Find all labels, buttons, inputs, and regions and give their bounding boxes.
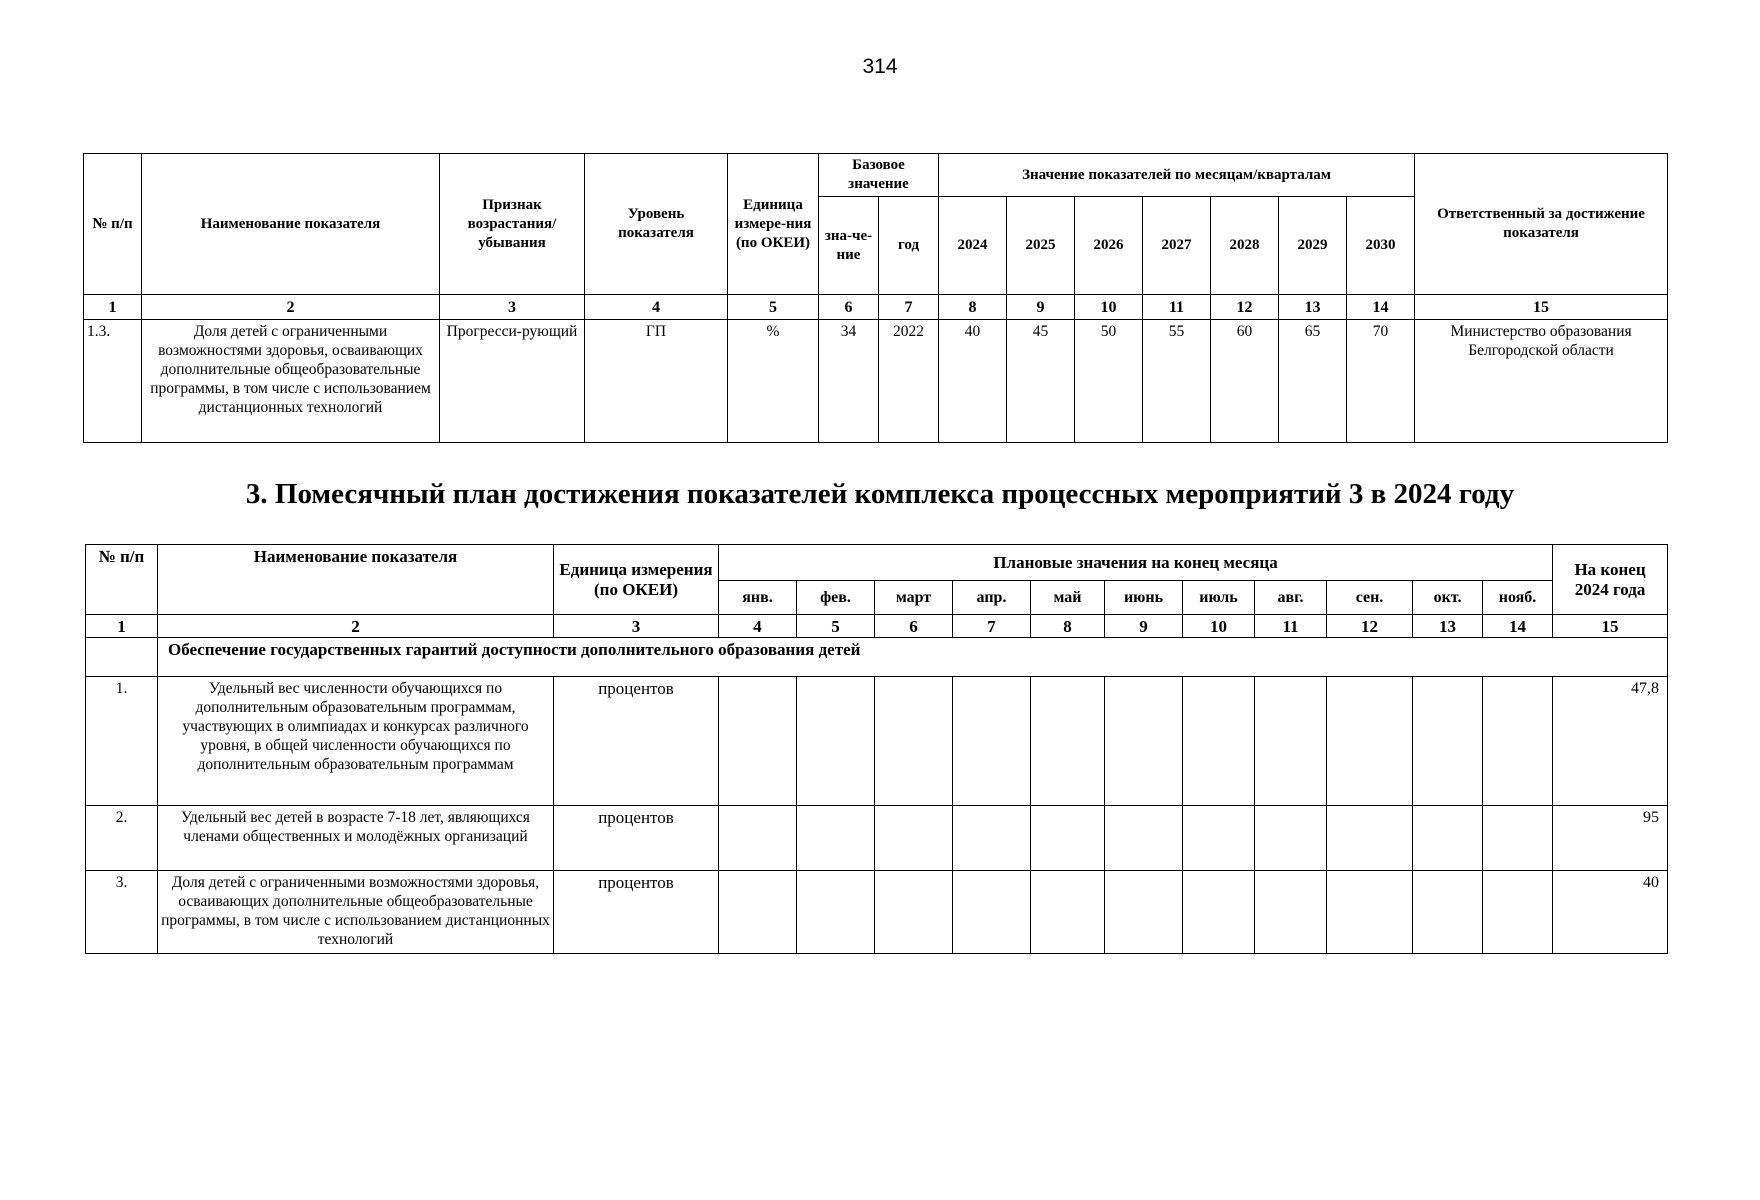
month-cell: [1255, 806, 1327, 871]
column-number: 8: [1031, 615, 1105, 638]
column-number: 10: [1183, 615, 1255, 638]
header-year: 2029: [1279, 197, 1347, 295]
month-cell: [1183, 806, 1255, 871]
row-base-year: 2022: [879, 320, 939, 443]
header-num: № п/п: [84, 154, 142, 295]
month-cell: [1105, 806, 1183, 871]
column-number: 2: [142, 295, 440, 320]
column-number: 13: [1279, 295, 1347, 320]
header-year: 2027: [1143, 197, 1211, 295]
month-cell: [1483, 677, 1553, 806]
header-year: 2024: [939, 197, 1007, 295]
row-unit: %: [728, 320, 819, 443]
month-cell: [1483, 871, 1553, 954]
month-cell: [797, 677, 875, 806]
header-month: нояб.: [1483, 581, 1553, 615]
group-num-cell: [86, 638, 158, 677]
column-number-row: [84, 295, 1668, 320]
column-number: 6: [875, 615, 953, 638]
header-year: 2026: [1075, 197, 1143, 295]
header-base-year: год: [879, 197, 939, 295]
column-number: 3: [554, 615, 719, 638]
header-unit: Единица измерения (по ОКЕИ): [554, 545, 719, 615]
column-number: 7: [953, 615, 1031, 638]
row-responsible: Министерство образования Белгородской области: [1415, 320, 1668, 443]
column-number: 3: [440, 295, 585, 320]
header-month: июнь: [1105, 581, 1183, 615]
header-month: авг.: [1255, 581, 1327, 615]
month-cell: [1031, 806, 1105, 871]
header-month: апр.: [953, 581, 1031, 615]
row-num: 1.: [86, 677, 158, 806]
row-year-end: 40: [1553, 871, 1668, 954]
section-title: 3. Помесячный план достижения показателей комплекса процессных мероприятий 3 в 2024 году: [245, 478, 1515, 510]
month-cell: [797, 871, 875, 954]
month-cell: [1105, 871, 1183, 954]
column-number: 14: [1483, 615, 1553, 638]
row-name: Доля детей с ограниченными возможностями здоровья, осваивающих дополнительные общеобразовательные программы, в том числе с использованием дистанционных технологий: [142, 320, 440, 443]
header-month: фев.: [797, 581, 875, 615]
row-unit: процентов: [554, 871, 719, 954]
column-number: 1: [86, 615, 158, 638]
column-number: 13: [1413, 615, 1483, 638]
column-number: 10: [1075, 295, 1143, 320]
row-value: 55: [1143, 320, 1211, 443]
month-cell: [797, 806, 875, 871]
page-number: 314: [862, 55, 898, 78]
column-number: 2: [158, 615, 554, 638]
column-number: 5: [797, 615, 875, 638]
month-cell: [1327, 806, 1413, 871]
month-cell: [875, 871, 953, 954]
row-num: 2.: [86, 806, 158, 871]
group-title: Обеспечение государственных гарантий доступности дополнительного образования детей: [158, 638, 1668, 677]
column-number: 6: [819, 295, 879, 320]
month-cell: [953, 871, 1031, 954]
header-year: 2030: [1347, 197, 1415, 295]
indicator-table: [83, 153, 1668, 443]
row-value: 45: [1007, 320, 1075, 443]
row-name: Доля детей с ограниченными возможностями здоровья, осваивающих дополнительные общеобразовательные программы, в том числе с использованием дистанционных технологий: [158, 871, 554, 954]
month-cell: [719, 806, 797, 871]
header-month: март: [875, 581, 953, 615]
month-cell: [1483, 806, 1553, 871]
month-cell: [875, 806, 953, 871]
row-name: Удельный вес детей в возрасте 7-18 лет, являющихся членами общественных и молодёжных организаций: [158, 806, 554, 871]
header-month: окт.: [1413, 581, 1483, 615]
column-number: 14: [1347, 295, 1415, 320]
month-cell: [1255, 677, 1327, 806]
row-value: 60: [1211, 320, 1279, 443]
column-number: 4: [719, 615, 797, 638]
header-trend: Признак возрастания/ убывания: [440, 154, 585, 295]
row-year-end: 95: [1553, 806, 1668, 871]
column-number: 11: [1255, 615, 1327, 638]
row-unit: процентов: [554, 677, 719, 806]
header-values-group: Значение показателей по месяцам/кварталам: [939, 154, 1415, 197]
monthly-plan-table: [85, 544, 1668, 954]
column-number: 9: [1105, 615, 1183, 638]
header-base-value: зна-че-ние: [819, 197, 879, 295]
table-row: [84, 320, 1668, 443]
month-cell: [1183, 677, 1255, 806]
table-row: [86, 677, 1668, 806]
header-unit: Единица измере-ния (по ОКЕИ): [728, 154, 819, 295]
header-month: июль: [1183, 581, 1255, 615]
row-value: 65: [1279, 320, 1347, 443]
row-unit: процентов: [554, 806, 719, 871]
header-month: сен.: [1327, 581, 1413, 615]
row-level: ГП: [585, 320, 728, 443]
row-name: Удельный вес численности обучающихся по дополнительным образовательным программам, участвующих в олимпиадах и конкурсах различного уровня, в общей численности обучающихся по дополнительным образовательным программам: [158, 677, 554, 806]
column-number: 12: [1211, 295, 1279, 320]
column-number: 5: [728, 295, 819, 320]
header-level: Уровень показателя: [585, 154, 728, 295]
row-value: 40: [939, 320, 1007, 443]
header-plan-group: Плановые значения на конец месяца: [719, 545, 1553, 581]
header-name: Наименование показателя: [142, 154, 440, 295]
row-trend: Прогресси-рующий: [440, 320, 585, 443]
column-number: 4: [585, 295, 728, 320]
month-cell: [1413, 871, 1483, 954]
header-month: янв.: [719, 581, 797, 615]
month-cell: [719, 677, 797, 806]
month-cell: [1105, 677, 1183, 806]
header-base: Базовое значение: [819, 154, 939, 197]
table-row: [86, 806, 1668, 871]
header-name: Наименование показателя: [158, 545, 554, 615]
row-num: 1.3.: [84, 320, 142, 443]
row-num: 3.: [86, 871, 158, 954]
month-cell: [953, 677, 1031, 806]
row-base-value: 34: [819, 320, 879, 443]
column-number: 11: [1143, 295, 1211, 320]
month-cell: [875, 677, 953, 806]
month-cell: [1031, 871, 1105, 954]
column-number: 15: [1553, 615, 1668, 638]
row-value: 70: [1347, 320, 1415, 443]
header-year-end: На конец 2024 года: [1553, 545, 1668, 615]
column-number: 8: [939, 295, 1007, 320]
month-cell: [1327, 871, 1413, 954]
table-row: [86, 871, 1668, 954]
month-cell: [1327, 677, 1413, 806]
month-cell: [1413, 806, 1483, 871]
header-year: 2028: [1211, 197, 1279, 295]
header-responsible: Ответственный за достижение показателя: [1415, 154, 1668, 295]
header-year: 2025: [1007, 197, 1075, 295]
column-number: 1: [84, 295, 142, 320]
column-number: 7: [879, 295, 939, 320]
header-num: № п/п: [86, 545, 158, 615]
column-number: 9: [1007, 295, 1075, 320]
month-cell: [1413, 677, 1483, 806]
month-cell: [953, 806, 1031, 871]
column-number: 15: [1415, 295, 1668, 320]
month-cell: [1031, 677, 1105, 806]
month-cell: [1255, 871, 1327, 954]
month-cell: [719, 871, 797, 954]
header-month: май: [1031, 581, 1105, 615]
row-value: 50: [1075, 320, 1143, 443]
column-number: 12: [1327, 615, 1413, 638]
row-year-end: 47,8: [1553, 677, 1668, 806]
group-row: [86, 638, 1668, 677]
month-cell: [1183, 871, 1255, 954]
column-number-row: [86, 615, 1668, 638]
